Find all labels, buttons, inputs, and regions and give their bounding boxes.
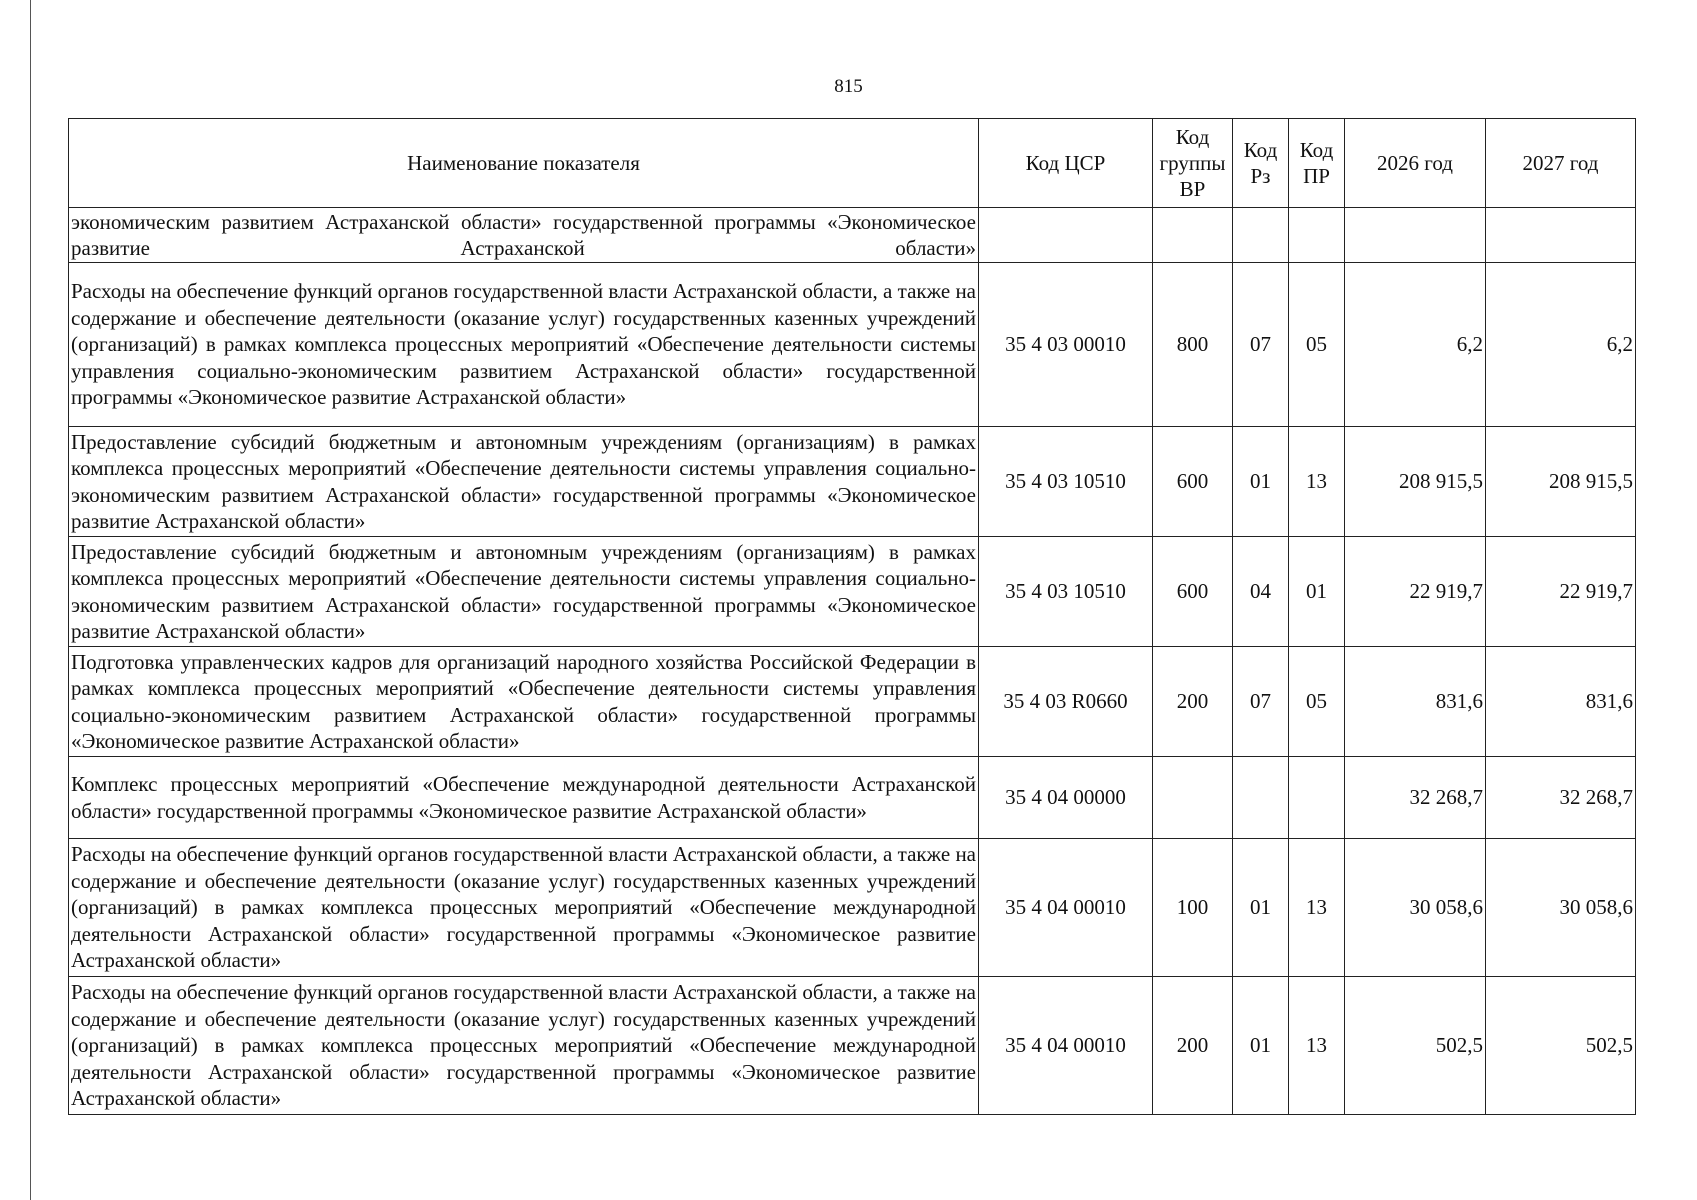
row-2027: 831,6: [1486, 647, 1636, 757]
row-rz: [1233, 208, 1289, 263]
table-row: [69, 427, 1636, 537]
row-name: Расходы на обеспечение функций органов государственной власти Астраханской области, а также на содержание и обеспечение деятельности (оказание услуг) государственных казенных учреждений (организаций) в рамках комплекса процессных мероприятий «Обеспечение деятельности системы управления социально-экономическим развитием Астраханской области» государственной программы «Экономическое развитие Астраханской области»: [69, 263, 979, 427]
table-row: [69, 208, 1636, 263]
row-pr: 05: [1289, 263, 1345, 427]
header-vr: Код группы ВР: [1153, 119, 1233, 208]
row-csr: 35 4 03 10510: [979, 537, 1153, 647]
row-vr: 100: [1153, 839, 1233, 977]
row-2027: 22 919,7: [1486, 537, 1636, 647]
row-vr: 200: [1153, 977, 1233, 1115]
row-vr: [1153, 757, 1233, 839]
header-name: Наименование показателя: [69, 119, 979, 208]
row-csr: 35 4 04 00010: [979, 839, 1153, 977]
row-rz: 01: [1233, 977, 1289, 1115]
row-name: Предоставление субсидий бюджетным и автономным учреждениям (организациям) в рамках комплекса процессных мероприятий «Обеспечение деятельности системы управления социально-экономическим развитием Астраханской области» государственной программы «Экономическое развитие Астраханской области»: [69, 537, 979, 647]
row-2026: 6,2: [1345, 263, 1486, 427]
row-2026: [1345, 208, 1486, 263]
table-row: [69, 647, 1636, 757]
row-rz: 07: [1233, 263, 1289, 427]
row-2026: 30 058,6: [1345, 839, 1486, 977]
header-pr: Код ПР: [1289, 119, 1345, 208]
row-csr: 35 4 04 00010: [979, 977, 1153, 1115]
row-2027: 32 268,7: [1486, 757, 1636, 839]
row-csr: [979, 208, 1153, 263]
row-csr: 35 4 03 00010: [979, 263, 1153, 427]
row-name: Комплекс процессных мероприятий «Обеспечение международной деятельности Астраханской области» государственной программы «Экономическое развитие Астраханской области»: [69, 757, 979, 839]
row-name: Подготовка управленческих кадров для организаций народного хозяйства Российской Федерации в рамках комплекса процессных мероприятий «Обеспечение деятельности системы управления социально-экономическим развитием Астраханской области» государственной программы «Экономическое развитие Астраханской области»: [69, 647, 979, 757]
row-name: Расходы на обеспечение функций органов государственной власти Астраханской области, а также на содержание и обеспечение деятельности (оказание услуг) государственных казенных учреждений (организаций) в рамках комплекса процессных мероприятий «Обеспечение международной деятельности Астраханской области» государственной программы «Экономическое развитие Астраханской области»: [69, 977, 979, 1115]
row-csr: 35 4 03 10510: [979, 427, 1153, 537]
row-pr: 01: [1289, 537, 1345, 647]
row-pr: 13: [1289, 427, 1345, 537]
row-vr: 600: [1153, 537, 1233, 647]
row-2027: 6,2: [1486, 263, 1636, 427]
row-rz: 01: [1233, 839, 1289, 977]
row-vr: 200: [1153, 647, 1233, 757]
row-rz: 01: [1233, 427, 1289, 537]
row-2026: 32 268,7: [1345, 757, 1486, 839]
row-vr: 800: [1153, 263, 1233, 427]
row-pr: 13: [1289, 839, 1345, 977]
row-name: Расходы на обеспечение функций органов государственной власти Астраханской области, а также на содержание и обеспечение деятельности (оказание услуг) государственных казенных учреждений (организаций) в рамках комплекса процессных мероприятий «Обеспечение международной деятельности Астраханской области» государственной программы «Экономическое развитие Астраханской области»: [69, 839, 979, 977]
row-name: экономическим развитием Астраханской области» государственной программы «Экономическое развитие Астраханской области»: [69, 208, 979, 263]
row-pr: [1289, 208, 1345, 263]
row-2026: 22 919,7: [1345, 537, 1486, 647]
row-csr: 35 4 03 R0660: [979, 647, 1153, 757]
table-header-row: [69, 119, 1636, 208]
row-2027: 502,5: [1486, 977, 1636, 1115]
row-csr: 35 4 04 00000: [979, 757, 1153, 839]
row-vr: [1153, 208, 1233, 263]
row-name: Предоставление субсидий бюджетным и автономным учреждениям (организациям) в рамках комплекса процессных мероприятий «Обеспечение деятельности системы управления социально-экономическим развитием Астраханской области» государственной программы «Экономическое развитие Астраханской области»: [69, 427, 979, 537]
budget-table: [68, 118, 1636, 1115]
table-row: [69, 839, 1636, 977]
header-year-2026: 2026 год: [1345, 119, 1486, 208]
row-2027: 208 915,5: [1486, 427, 1636, 537]
row-vr: 600: [1153, 427, 1233, 537]
row-rz: 04: [1233, 537, 1289, 647]
header-rz: Код Рз: [1233, 119, 1289, 208]
table-row: [69, 263, 1636, 427]
row-rz: 07: [1233, 647, 1289, 757]
row-pr: 05: [1289, 647, 1345, 757]
row-2026: 502,5: [1345, 977, 1486, 1115]
row-2026: 208 915,5: [1345, 427, 1486, 537]
page-number: 815: [834, 76, 863, 97]
row-pr: [1289, 757, 1345, 839]
row-pr: 13: [1289, 977, 1345, 1115]
header-year-2027: 2027 год: [1486, 119, 1636, 208]
header-csr: Код ЦСР: [979, 119, 1153, 208]
row-rz: [1233, 757, 1289, 839]
row-2027: 30 058,6: [1486, 839, 1636, 977]
table-row: [69, 977, 1636, 1115]
binding-margin-line: [30, 0, 31, 1200]
table-row: [69, 757, 1636, 839]
row-2027: [1486, 208, 1636, 263]
table-row: [69, 537, 1636, 647]
row-2026: 831,6: [1345, 647, 1486, 757]
